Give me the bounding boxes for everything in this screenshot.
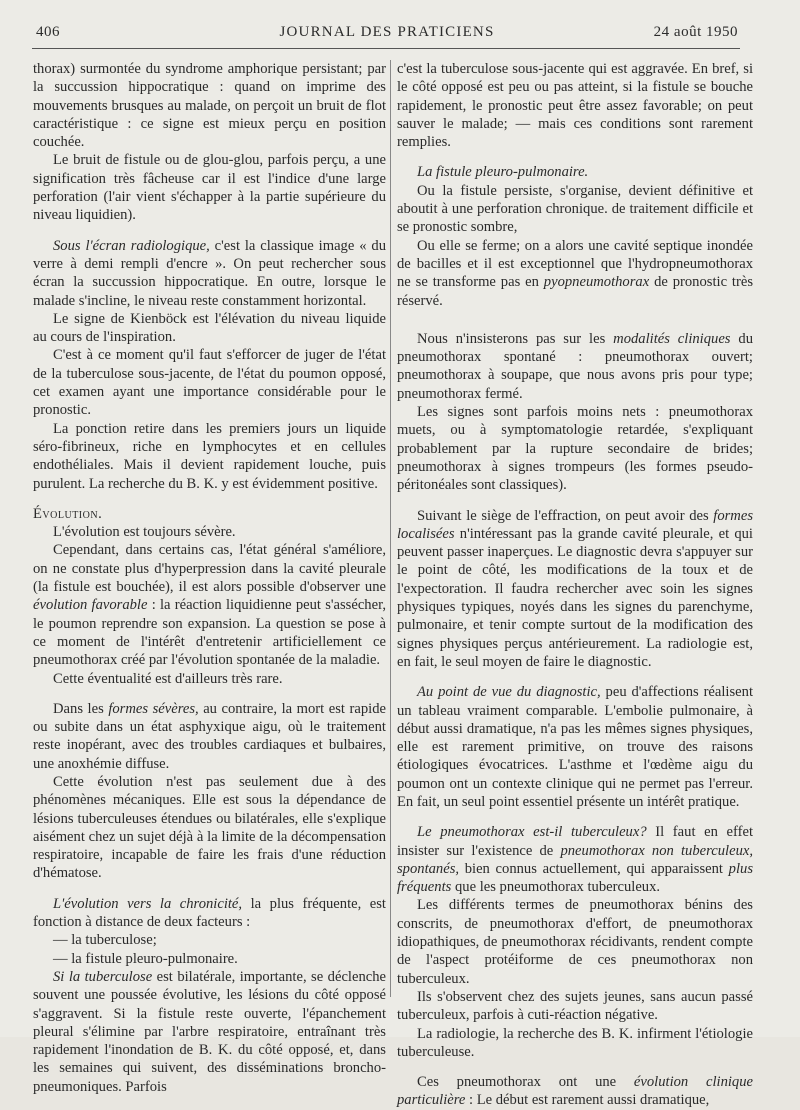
paragraph: Ils s'observent chez des sujets jeunes, sans aucun passé tuberculeux, parfois à cuti-réaction négative.	[397, 988, 753, 1024]
paragraph: thorax) surmontée du syndrome amphorique persistant; par la succussion hippocratique : quand on imprime des mouvements brusques au malade, on perçoit un bruit de flot caractéristique : ce signe est mieux perçu en position couchée.	[33, 61, 386, 151]
paragraph: Le bruit de fistule ou de glou-glou, parfois perçu, a une signification très fâcheuse car il est l'indice d'une large perforation (l'air vient s'échapper à la partie supérieure du niveau liquidien).	[33, 152, 386, 224]
paragraph: C'est à ce moment qu'il faut s'efforcer de juger de l'état de la tuberculose sous-jacente, de l'état du poumon opposé, cet examen ayant une importance considérable pour le pronostic.	[33, 347, 386, 419]
section-heading: Évolution.	[33, 505, 103, 522]
page-number: 406	[36, 24, 60, 40]
issue-date: 24 août 1950	[653, 24, 738, 40]
right-column	[397, 60, 753, 1110]
paragraph: Le pneumothorax est-il tuberculeux? Il faut en effet insister sur l'existence de pneumothorax non tuberculeux, spontanés, bien connus actuellement, qui apparaissent plus fréquents que les pneumothorax tuberculeux.	[397, 824, 753, 896]
paragraph: Dans les formes sévères, au contraire, la mort est rapide ou subite dans un état asphyxique aigu, où le traitement reste inopérant, avec des troubles cardiaques et bulbaires, une anoxhémie diffuse.	[33, 700, 386, 772]
paragraph: Suivant le siège de l'effraction, on peut avoir des formes localisées n'intéressant pas la grande cavité pleurale, et qui peuvent passer inaperçues. Le diagnostic devra s'appuyer sur le point de côté, les modifications de la toux et de l'expectoration. Il faudra rechercher avec soin les signes physiques typiques, noyés dans les signes du parenchyme, pulmonaire, et tenir compte surtout de la modification des signes physiques perçus antérieurement. La radiologie est, en fait, le seul moyen de faire le diagnostic.	[397, 507, 753, 670]
paragraph: La ponction retire dans les premiers jours un liquide séro-fibrineux, riche en lymphocytes et en cellules endothéliales. Mais il devient rapidement louche, puis purulent. La recherche du B. K. y est évidemment positive.	[33, 420, 386, 492]
journal-title: JOURNAL DES PRATICIENS	[279, 24, 495, 40]
paragraph: Ou la fistule persiste, s'organise, devient définitive et aboutit à une perforation chronique. de traitement difficile et se pronostic sombre,	[397, 182, 753, 236]
paragraph: Nous n'insisterons pas sur les modalités cliniques du pneumothorax spontané : pneumothorax ouvert; pneumothorax à soupape, que nous avons pris pour type; pneumothorax fermé.	[397, 330, 753, 402]
left-column	[33, 60, 386, 1096]
paragraph: L'évolution est toujours sévère.	[53, 524, 236, 541]
paragraph: Au point de vue du diagnostic, peu d'affections réalisent un tableau vraiment comparable. L'embolie pulmonaire, à début aussi dramatique, n'a pas les mêmes signes physiques, elle est rarement primitive, on trouve des raisons étiologiques évocatrices. L'asthme et l'œdème aigu du poumon ont un contexte clinique qui ne permet pas l'erreur. En fait, un seul point essentiel présente un intérêt pratique.	[397, 684, 753, 810]
paragraph: L'évolution vers la chronicité, la plus fréquente, est fonction à distance de deux facteurs :	[33, 895, 386, 931]
list-item: — la fistule pleuro-pulmonaire.	[53, 950, 238, 967]
paragraph: Cette éventualité est d'ailleurs très rare.	[53, 670, 283, 687]
header-rule	[32, 48, 740, 49]
column-divider	[390, 60, 391, 997]
paragraph: La radiologie, la recherche des B. K. infirment l'étiologie tuberculeuse.	[397, 1025, 753, 1060]
paragraph: Le signe de Kienböck est l'élévation du niveau liquide au cours de l'inspiration.	[33, 310, 386, 346]
paragraph: Si la tuberculose est bilatérale, importante, se déclenche souvent une poussée évolutive, les lésions du côté opposé s'aggravent. Si la fistule reste ouverte, l'épanchement pleural s'élimine par l'arbre respiratoire, entraînant très rapidement l'inondation de B. K. du côté opposé, et, dans les semaines qui suivent, des disséminations broncho-pneumoniques. Parfois	[33, 968, 387, 1095]
subheading: La fistule pleuro-pulmonaire.	[417, 164, 589, 181]
list-item: — la tuberculose;	[53, 932, 157, 949]
page-header	[36, 24, 738, 46]
paragraph: Cependant, dans certains cas, l'état général s'améliore, on ne constate plus d'hyperpression dans la cavité pleurale (la fistule est bouchée), il est alors possible d'observer une évolution favorable : la réaction liquidienne peut s'assécher, le poumon reprendre son expansion. La question se pose à ce moment de l'intérêt d'entretenir artificiellement ce pneumothorax créé par l'évolution spontanée de la maladie.	[33, 542, 386, 669]
paragraph: Les différents termes de pneumothorax bénins des conscrits, de pneumothorax d'effort, de pneumothorax idiopathiques, de pneumothorax récidivants, rendent compte de l'aspect protéiforme de ces pneumothorax non tuberculeux.	[397, 897, 753, 987]
paragraph: Sous l'écran radiologique, c'est la classique image « du verre à demi rempli d'encre ». On peut rechercher sous écran la succussion hippocratique. En outre, lorsque le malade s'incline, le niveau reste constamment horizontal.	[33, 237, 386, 309]
paragraph: c'est la tuberculose sous-jacente qui est aggravée. En bref, si le côté opposé est peu ou pas atteint, si la fistule se bouche rapidement, le pronostic peut être assez favorable; on peut sauver le malade; — mais ces conditions sont rarement remplies.	[397, 61, 753, 151]
paragraph: Ces pneumothorax ont une évolution clinique particulière : Le début est rarement aussi dramatique,	[397, 1074, 753, 1109]
paragraph: Les signes sont parfois moins nets : pneumothorax muets, ou à symptomatologie retardée, s'expliquant probablement par la rupture secondaire de brides; pneumothorax à signes trompeurs (les formes pseudo-péritonéales sont classiques).	[397, 404, 753, 494]
paragraph: Ou elle se ferme; on a alors une cavité septique inondée de bacilles et il est exceptionnel que l'hydropneumothorax ne se transforme pas en pyopneumothorax de pronostic très réservé.	[397, 237, 753, 309]
paragraph: Cette évolution n'est pas seulement due à des phénomènes mécaniques. Elle est sous la dépendance de lésions tuberculeuses étendues ou bilatérales, elle s'explique aisément chez un sujet déjà à la limite de la décompensation respiratoire, incapable de faire les frais d'une réduction d'hématose.	[33, 773, 386, 882]
